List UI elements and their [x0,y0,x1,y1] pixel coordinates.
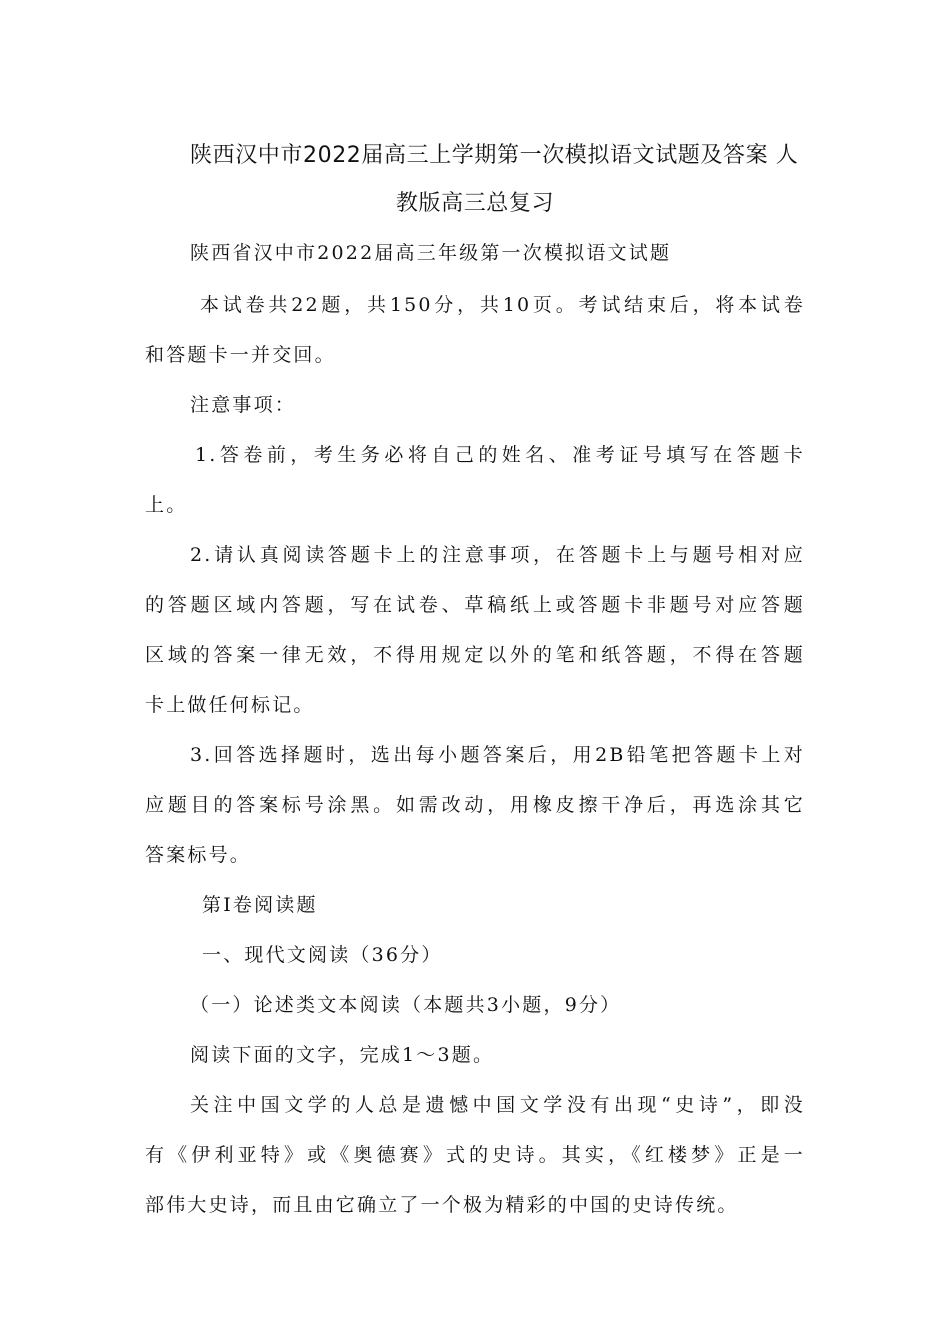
paragraph-line: 和答题卡一并交回。 [145,344,336,366]
instruction-line: 阅读下面的文字，完成1～3题。 [190,1044,495,1066]
paragraph-line: 关注中国文学的人总是遗憾中国文学没有出现“史诗”，即没 [190,1094,805,1116]
paragraph-line: 有《伊利亚特》或《奥德赛》式的史诗。其实，《红楼梦》正是一 [145,1144,805,1166]
paragraph-line: 上。 [145,494,188,516]
section-heading: 一、现代文阅读（36分） [202,944,443,966]
document-title-line-2: 教版高三总复习 [395,191,555,216]
paragraph-line: 应题目的答案标号涂黑。如需改动，用橡皮擦干净后，再选涂其它 [145,794,805,816]
paragraph-line: 区域的答案一律无效，不得用规定以外的笔和纸答题，不得在答题 [145,644,805,666]
paragraph-line: 3.回答选择题时，选出每小题答案后，用2B铅笔把答题卡上对 [190,744,805,766]
paragraph-line: 2.请认真阅读答题卡上的注意事项，在答题卡上与题号相对应 [190,544,805,566]
paragraph-line: 本试卷共22题，共150分，共10页。考试结束后，将本试卷 [200,294,805,316]
document-title-line-1: 陕西汉中市2022届高三上学期第一次模拟语文试题及答案 人 [190,143,799,168]
paragraph-line: 答案标号。 [145,844,252,866]
paragraph-line: 卡上做任何标记。 [145,694,315,716]
section-heading: 第Ⅰ卷阅读题 [202,894,318,916]
paragraph-line: 部伟大史诗，而且由它确立了一个极为精彩的中国的史诗传统。 [145,1194,739,1216]
exam-name-line: 陕西省汉中市2022届高三年级第一次模拟语文试题 [190,242,672,264]
notice-heading: 注意事项： [190,394,297,416]
paragraph-line: 的答题区域内答题，写在试卷、草稿纸上或答题卡非题号对应答题 [145,594,805,616]
paragraph-line: 1.答卷前，考生务必将自己的姓名、准考证号填写在答题卡 [195,444,805,466]
subsection-heading: （一）论述类文本阅读（本题共3小题，9分） [190,994,622,1016]
